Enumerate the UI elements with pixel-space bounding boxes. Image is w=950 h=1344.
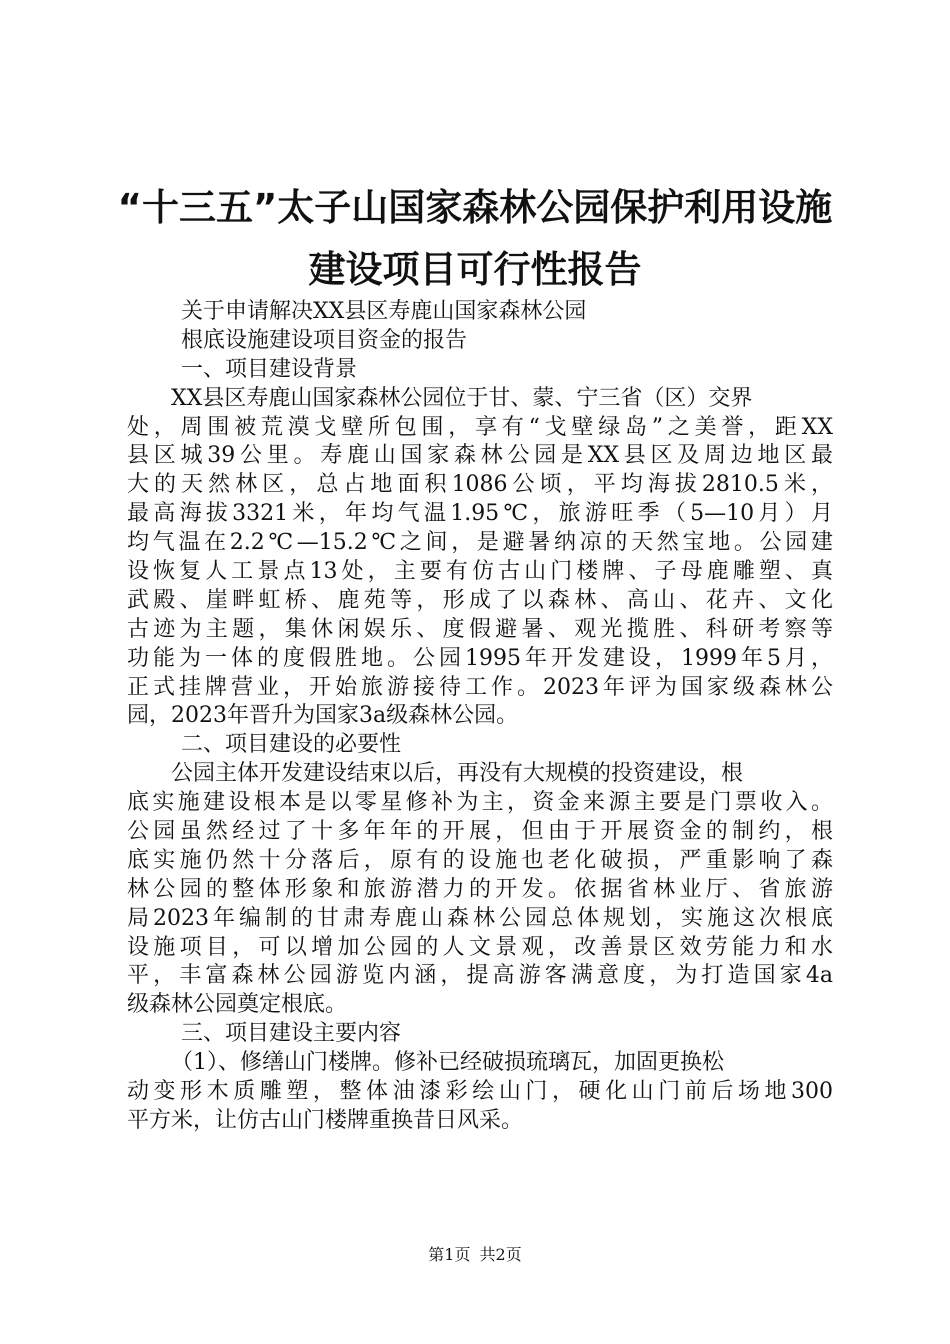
paragraph-line: 动变形木质雕塑，整体油漆彩绘山门，硬化山门前后场地300: [127, 1079, 833, 1105]
paragraph-line: 武殿、崖畔虹桥、鹿苑等，形成了以森林、高山、花卉、文化: [127, 587, 833, 613]
document-title-line-1: “十三五”太子山国家森林公园保护利用设施: [117, 186, 833, 229]
paragraph-line: 公园主体开发建设结束以后，再没有大规模的投资建设，根: [171, 761, 744, 787]
section-heading-background: 一、项目建设背景: [181, 356, 358, 382]
paragraph-line: 大的天然林区，总占地面积1086公顷，平均海拔2810.5米，: [127, 472, 833, 498]
paragraph-line: 园，2023年晋升为国家3a级森林公园。: [127, 703, 519, 729]
paragraph-line: XX县区寿鹿山国家森林公园位于甘、蒙、宁三省（区）交界: [171, 385, 753, 411]
paragraph-line: 设施项目，可以增加公园的人文景观，改善景区效劳能力和水: [127, 934, 833, 960]
paragraph-line: 局2023年编制的甘肃寿鹿山森林公园总体规划，实施这次根底: [127, 905, 833, 931]
paragraph-line: 底实施仍然十分落后，原有的设施也老化破损，严重影响了森: [127, 847, 833, 873]
paragraph-line: 功能为一体的度假胜地。公园1995年开发建设，1999年5月，: [127, 645, 833, 671]
paragraph-line: 平方米，让仿古山门楼牌重换昔日风采。: [127, 1107, 524, 1133]
paragraph-line: 古迹为主题，集休闲娱乐、度假避暑、观光揽胜、科研考察等: [127, 616, 833, 642]
section-heading-content: 三、项目建设主要内容: [181, 1021, 402, 1047]
subject-line-2: 根底设施建设项目资金的报告: [181, 327, 468, 353]
page-footer: [0, 1244, 950, 1266]
paragraph-line: 平，丰富森林公园游览内涵，提高游客满意度，为打造国家4a: [127, 963, 833, 989]
paragraph-line: 级森林公园奠定根底。: [127, 992, 348, 1018]
section-heading-necessity: 二、项目建设的必要性: [181, 732, 402, 758]
paragraph-line: 底实施建设根本是以零星修补为主，资金来源主要是门票收入。: [127, 790, 833, 816]
document-title-line-2: 建设项目可行性报告: [308, 248, 642, 291]
paragraph-line: 正式挂牌营业，开始旅游接待工作。2023年评为国家级森林公: [127, 674, 833, 700]
subject-line-1: 关于申请解决XX县区寿鹿山国家森林公园: [181, 299, 587, 324]
paragraph-line: 林公园的整体形象和旅游潜力的开发。依据省林业厅、省旅游: [127, 876, 833, 902]
page-number: 第1页: [428, 1245, 471, 1264]
paragraph-line: （1）、修缮山门楼牌。修补已经破损琉璃瓦，加固更换松: [171, 1050, 724, 1076]
paragraph-line: 公园虽然经过了十多年年的开展，但由于开展资金的制约，根: [127, 819, 833, 845]
paragraph-line: 最高海拔3321米，年均气温1.95℃，旅游旺季（5—10月）月: [127, 501, 833, 527]
paragraph-line: 设恢复人工景点13处，主要有仿古山门楼牌、子母鹿雕塑、真: [127, 559, 833, 585]
page-total: 共2页: [479, 1245, 522, 1264]
document-body: [127, 298, 833, 1136]
paragraph-line: 均气温在2.2℃—15.2℃之间，是避暑纳凉的天然宝地。公园建: [127, 530, 833, 556]
paragraph-line: 处，周围被荒漠戈壁所包围，享有“戈壁绿岛”之美誉，距XX: [127, 414, 833, 440]
paragraph-line: 县区城39公里。寿鹿山国家森林公园是XX县区及周边地区最: [127, 443, 833, 469]
